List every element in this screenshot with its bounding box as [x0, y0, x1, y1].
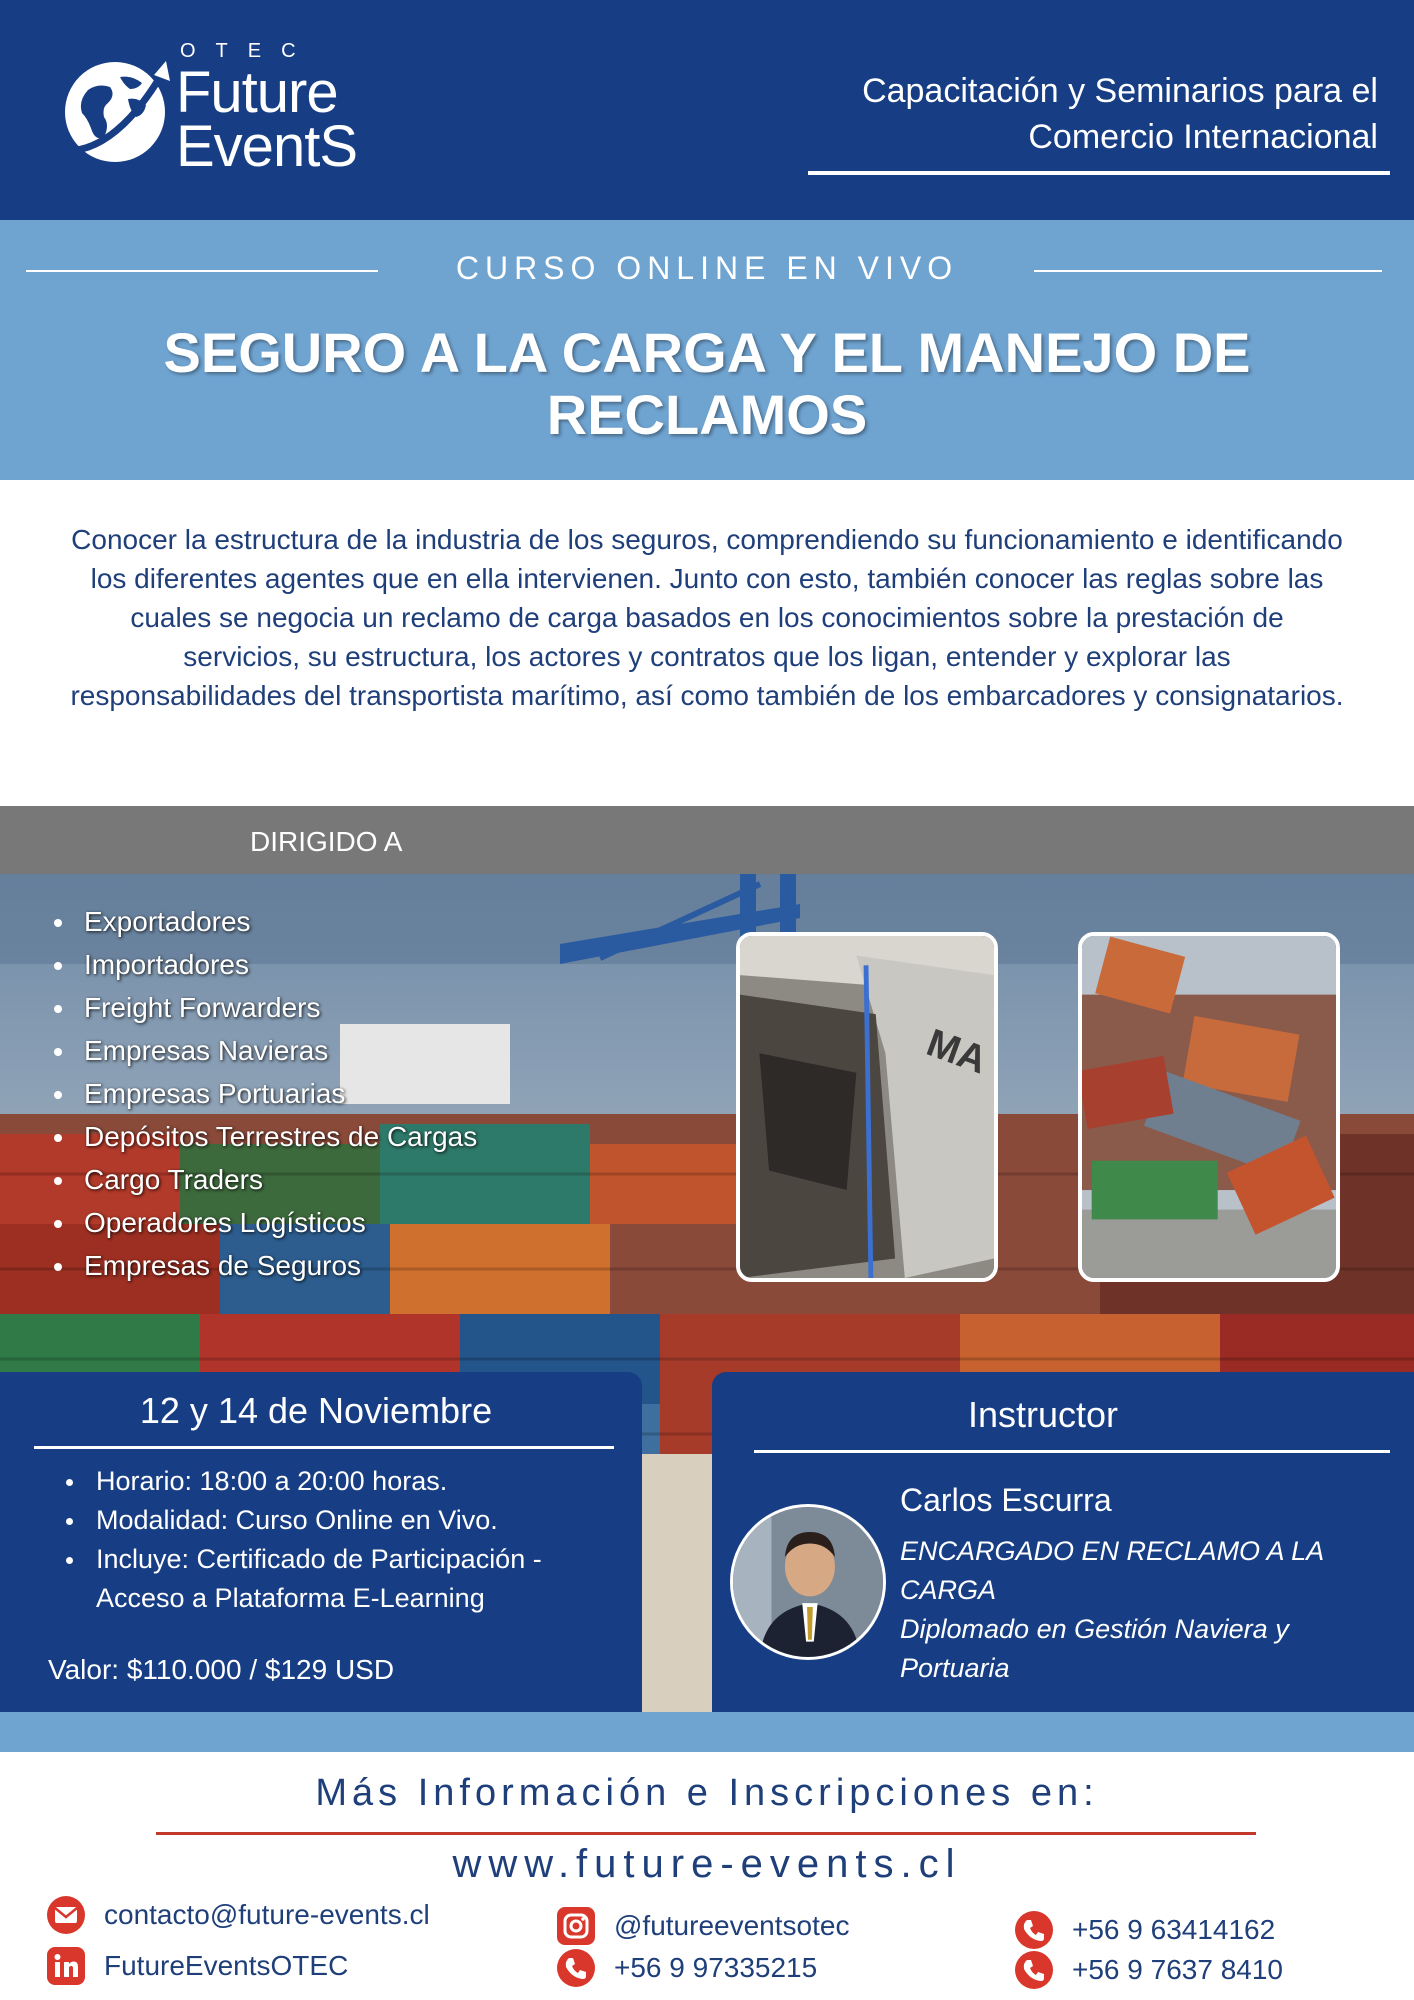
instagram-icon [556, 1906, 596, 1946]
course-dates: 12 y 14 de Noviembre [139, 1390, 493, 1431]
instagram-contact[interactable] [556, 1906, 849, 1946]
damaged-container-photo [736, 932, 998, 1282]
course-price: Valor: $110.000 / $129 USD [48, 1654, 395, 1685]
logo-future-text: Future [176, 60, 338, 125]
kicker-divider-left [26, 270, 378, 272]
course-description: Conocer la estructura de la industria de los seguros, comprendiendo su funcionamiento e identificando los diferentes agentes que en ella intervienen. Junto con esto, también conocer las reglas sobre las cuales se negocia un reclamo de carga basados en los conocimientos sobre la prestación de servicios, su estructura, los actores y contratos que los ligan, entender y explorar las responsabilidades del transportista marítimo, así como también de los embarcadores y consignatarios. [70, 524, 1344, 711]
instructor-credentials [900, 1532, 1400, 1688]
separator-band [0, 1712, 1414, 1752]
linkedin-contact[interactable] [46, 1946, 348, 1986]
fallen-containers-image [1082, 936, 1336, 1278]
more-info-heading: Más Información e Inscripciones en: [315, 1772, 1099, 1814]
logo-otec-text: OTEC [180, 40, 316, 62]
instagram-handle: @futureeventsotec [614, 1910, 850, 1941]
list-item: Cargo Traders [50, 1158, 610, 1201]
globe-logo-icon [58, 55, 173, 170]
avatar [730, 1504, 886, 1660]
audience-header-bar [0, 806, 1414, 874]
instructor-name: Carlos Escurra [900, 1482, 1112, 1518]
linkedin-handle: FutureEventsOTEC [104, 1950, 349, 1981]
instructor-divider [754, 1450, 1390, 1453]
audience-list [50, 900, 610, 1287]
phone-number: +56 9 97335215 [614, 1952, 818, 1983]
list-item: Importadores [50, 943, 610, 986]
course-title: SEGURO A LA CARGA Y EL MANEJO DE RECLAMOS [163, 321, 1251, 446]
website-link[interactable]: www.future-events.cl [452, 1842, 962, 1886]
list-item: Empresas Navieras [50, 1029, 610, 1072]
list-item: Freight Forwarders [50, 986, 610, 1029]
header-tagline: Capacitación y Seminarios para el Comercio Internacional [862, 72, 1378, 156]
email-address: contacto@future-events.cl [104, 1899, 430, 1930]
logo-events-text: EventS [176, 114, 357, 179]
more-info-divider [156, 1832, 1256, 1835]
phone-number: +56 9 63414162 [1072, 1914, 1276, 1945]
schedule-panel [0, 1372, 642, 1712]
phone-icon [556, 1948, 596, 1988]
course-kicker: CURSO ONLINE EN VIVO [455, 250, 959, 286]
phone-icon [1014, 1910, 1054, 1950]
instructor-diploma: Diplomado en Gestión Naviera y Portuaria [900, 1614, 1289, 1683]
future-events-logo[interactable] [58, 40, 378, 180]
list-item: Depósitos Terrestres de Cargas [50, 1115, 610, 1158]
schedule-divider [34, 1446, 614, 1449]
instructor-panel [712, 1372, 1414, 1712]
list-item: Modalidad: Curso Online en Vivo. [62, 1501, 622, 1540]
instructor-photo [733, 1507, 883, 1657]
instructor-role: ENCARGADO EN RECLAMO A LA CARGA [900, 1536, 1324, 1605]
header [0, 0, 1414, 220]
phone-contact-3[interactable] [1014, 1950, 1283, 1990]
course-title-band [0, 220, 1414, 480]
kicker-divider-right [1034, 270, 1382, 272]
email-contact[interactable] [46, 1895, 430, 1935]
list-item: Operadores Logísticos [50, 1201, 610, 1244]
linkedin-icon [46, 1946, 86, 1986]
phone-contact-2[interactable] [1014, 1910, 1275, 1950]
email-icon [46, 1895, 86, 1935]
list-item: Exportadores [50, 900, 610, 943]
schedule-details-list [62, 1462, 622, 1618]
phone-contact-1[interactable] [556, 1948, 817, 1988]
instructor-heading: Instructor [967, 1394, 1119, 1435]
phone-number: +56 9 7637 8410 [1072, 1954, 1283, 1985]
list-item: Horario: 18:00 a 20:00 horas. [62, 1462, 622, 1501]
fallen-containers-photo [1078, 932, 1340, 1282]
list-item: Empresas de Seguros [50, 1244, 610, 1287]
header-divider [808, 171, 1390, 175]
list-item: Empresas Portuarias [50, 1072, 610, 1115]
list-item: Incluye: Certificado de Participación - Acceso a Plataforma E-Learning [62, 1540, 622, 1618]
audience-label: DIRIGIDO A [250, 826, 403, 857]
svg-text:MA: MA [921, 1021, 993, 1083]
damaged-container-image [740, 936, 994, 1278]
phone-icon [1014, 1950, 1054, 1990]
